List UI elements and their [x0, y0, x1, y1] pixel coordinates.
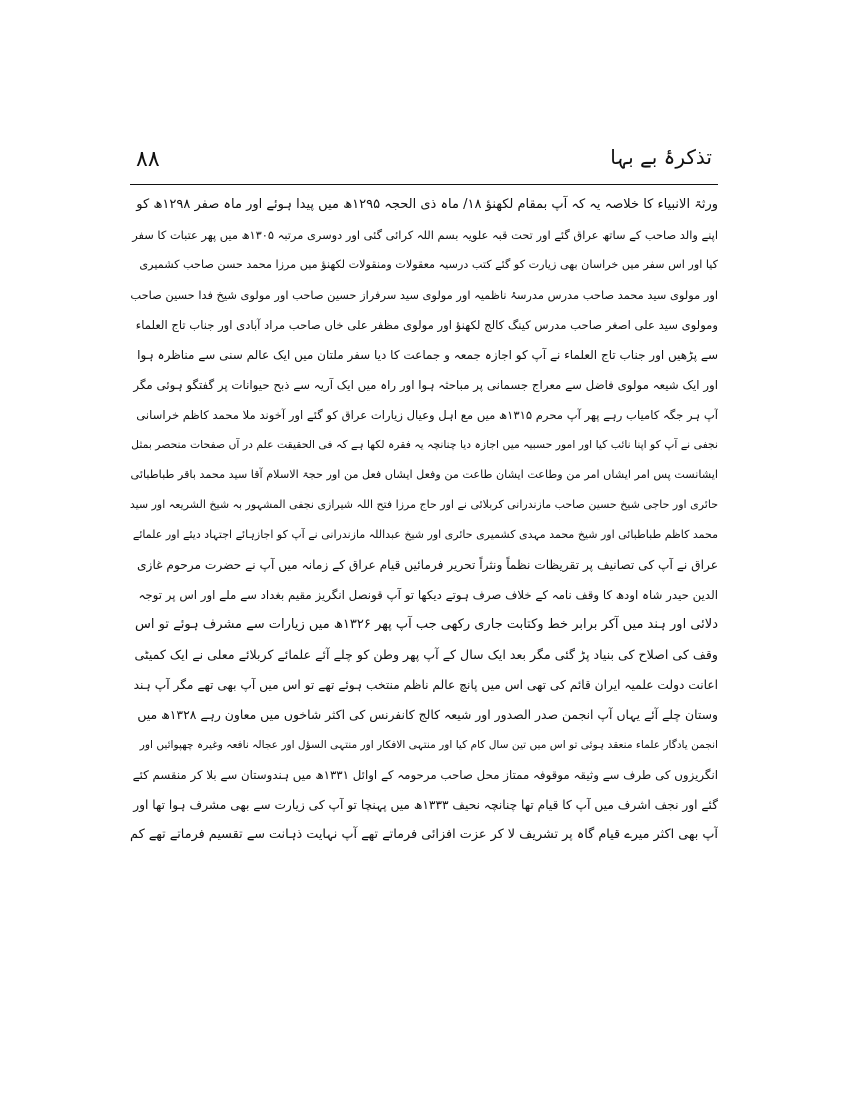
text-line: گئے اور نجف اشرف میں آپ کا قیام تھا چنانچہ نحیف ۱۳۳۳ھ میں پہنچا تو آپ کی زیارت سے بھی مشرف ہوا تھا اور	[133, 798, 718, 812]
text-line: کیا اور اس سفر میں خراسان بھی زیارت کو گئے کتب درسیہ معقولات ومنقولات لکھنؤ میں مرزا محمد حسن صاحب کشمیری	[139, 258, 718, 271]
text-line: آپ ہر جگہ کامیاب رہے پھر آپ محرم ۱۳۱۵ھ میں مع اہل وعیال زیارات عراق کو گئے اور آخوند ملا محمد کاظم خراسانی	[136, 408, 718, 422]
text-line: ایشانست پس امر ایشاں امر من وطاعت ایشان طاعت من وفعل ایشاں فعل من اور حجۃ الاسلام آقا سید محمد باقر طباطبائی	[130, 468, 718, 481]
page-header	[130, 145, 718, 185]
text-line: ومولوی سید علی اصغر صاحب مدرس کینگ کالج لکھنؤ اور مولوی مظفر علی خاں صاحب مراد آبادی اور جناب تاج العلماء	[135, 318, 718, 332]
page-number: ۸۸	[136, 147, 160, 172]
body-text	[130, 190, 718, 1070]
text-line: وقف کی اصلاح کی بنیاد پڑ گئی مگر بعد ایک سال کے آپ پھر وطن کو چلے آئے علمائے کربلائے معلی نے ایک کمیٹی	[134, 647, 718, 662]
text-line: عراق نے آپ کی تصانیف پر تقریظات نظماً ونثراً تحریر فرمائیں قیام عراق کے زمانہ میں آپ نے حضرت مرحوم غازی	[137, 558, 718, 572]
book-title: تذکرۂ بے بہا	[610, 145, 712, 169]
text-line: سے پڑھیں اور جناب تاج العلماء نے آپ کو اجازہ جمعہ و جماعت کا دیا سفر ملتان میں ایک عالم سنی سے مناظرہ ہوا	[137, 348, 718, 362]
text-line: اپنے والد صاحب کے ساتھ عراق گئے اور تحت قبہ علویہ بسم اللہ کرائی گئی اور دوسری مرتبہ ۱۳۰۵ھ میں پھر عتبات کا سفر	[132, 228, 718, 242]
header-rule	[130, 184, 718, 185]
text-line: محمد کاظم طباطبائی اور شیخ محمد مہدی کشمیری حائری اور شیخ عبداللہ مازندرانی نے آپ کو اجازہائے اجتہاد دیئے اور علمائے	[132, 528, 718, 541]
text-line: نجفی نے آپ کو اپنا نائب کیا اور امور حسبیہ میں اجازہ دیا چنانچہ یہ فقرہ لکھا ہے کہ فی الحقیقت علم در آں صفحات منحصر بمثل	[131, 438, 718, 451]
text-line: انگریزوں کی طرف سے وثیقہ موقوفہ ممتاز محل صاحب مرحومہ کے اوائل ۱۳۳۱ھ میں ہندوستان سے بلا کر منقسم کئے	[132, 768, 718, 782]
text-line: حائری اور حاجی شیخ حسین صاحب مازندرانی کربلائی نے اور حاج مرزا فتح اللہ شیرازی نجفی المشہور بہ شیخ الشریعہ اور سید	[130, 498, 718, 511]
text-line: دلائی اور ہند میں آکر برابر خط وکتابت جاری رکھی جب آپ پھر ۱۳۲۶ھ میں زیارات سے مشرف ہوئے تو اس	[135, 617, 718, 632]
text-line: آپ بھی اکثر میرے قیام گاہ پر تشریف لا کر عزت افزائی فرماتے تھے آپ نہایت ذہانت سے تقسیم فرماتے تھے کم	[130, 827, 718, 842]
text-line: انجمن یادگار علماء منعقد ہوئی تو اس میں تین سال کام کیا اور منتہی الافکار اور منتہی السؤل اور عجالہ نافعہ وغیرہ چھپوائیں اور	[139, 739, 718, 751]
text-line: اعانت دولت علمیہ ایران قائم کی تھی اس میں پانچ عالم ناظم منتخب ہوئے تھے تو اس میں آپ بھی تھے مگر آپ ہند	[133, 678, 718, 692]
text-line: اور مولوی سید محمد صاحب مدرس مدرسۂ ناظمیہ اور مولوی سید سرفراز حسین صاحب اور مولوی شیخ فدا حسین صاحب	[130, 288, 718, 302]
text-line: وستان چلے آئے یہاں آپ انجمن صدر الصدور اور شیعہ کالج کانفرنس کی اکثر شاخوں میں معاون رہے ۱۳۲۸ھ میں	[137, 707, 718, 722]
text-line: الدین حیدر شاہ اودھ کا وقف نامہ کے خلاف صرف ہوتے دیکھا تو آپ قونصل انگریز مقیم بغداد سے ملے اور اس پر توجہ	[138, 588, 718, 602]
text-line: اور ایک شیعہ مولوی فاضل سے معراج جسمانی پر مباحثہ ہوا اور راہ میں ایک آریہ سے ذبح حیوانات پر گفتگو ہوئی مگر	[133, 378, 718, 392]
text-line: ورثۃ الانبیاء کا خلاصہ یہ کہ آپ بمقام لکھنؤ ۱۸/ ماہ ذی الحجہ ۱۲۹۵ھ میں پیدا ہوئے اور ماہ صفر ۱۲۹۸ھ کو	[136, 197, 718, 212]
